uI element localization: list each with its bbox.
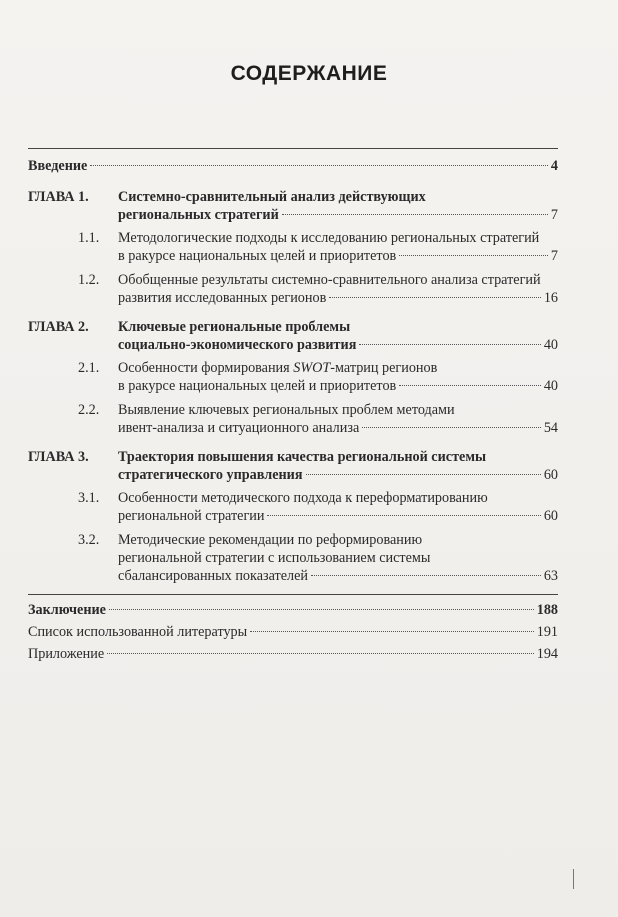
toc-page-number: 60	[543, 508, 558, 524]
toc-entry-title: социально-экономического развития	[118, 337, 357, 353]
toc-entry-body	[28, 601, 558, 619]
toc-page-number: 63	[543, 568, 558, 584]
toc-entry-body	[118, 318, 558, 354]
toc-page-number: 7	[550, 207, 558, 223]
toc-entry-body	[28, 623, 558, 641]
leader-dots	[250, 631, 534, 632]
toc-entry[interactable]	[28, 601, 558, 619]
toc-entry-line: Системно-сравнительный анализ действующих	[118, 189, 426, 205]
leader-dots	[329, 297, 541, 298]
toc-page-number: 191	[536, 624, 558, 640]
toc-entry-line: Методологические подходы к исследованию региональных стратегий	[118, 230, 540, 246]
toc-entry-body	[118, 401, 558, 437]
toc-entry[interactable]	[28, 318, 558, 354]
page-title: СОДЕРЖАНИЕ	[230, 62, 388, 85]
toc-entry-number: 3.2.	[78, 532, 100, 548]
leader-dots	[306, 474, 541, 475]
toc-entry[interactable]	[28, 401, 558, 437]
toc-entry-body	[118, 229, 558, 265]
toc-entry-body	[118, 531, 558, 585]
toc-entry-line: Выявление ключевых региональных проблем методами	[118, 402, 455, 418]
toc-entry[interactable]	[28, 271, 558, 307]
toc-entry-number: ГЛАВА 3.	[28, 449, 89, 465]
toc-entry-number: 1.1.	[78, 230, 100, 246]
leader-dots	[90, 165, 548, 166]
toc-page-number: 4	[550, 158, 558, 174]
toc-entry-title: Приложение	[28, 646, 105, 662]
toc-entry-number: 2.1.	[78, 360, 100, 376]
toc-entry[interactable]	[28, 229, 558, 265]
leader-dots	[282, 214, 548, 215]
toc-page-number: 188	[536, 602, 558, 618]
leader-dots	[362, 427, 541, 428]
toc-entry-number: 1.2.	[78, 272, 100, 288]
toc-entry[interactable]	[28, 448, 558, 484]
toc-entry[interactable]	[28, 531, 558, 585]
toc-entry-title: Введение	[28, 158, 88, 174]
toc-entry-line: Обобщенные результаты системно-сравнительного анализа стратегий	[118, 272, 541, 288]
leader-dots	[107, 653, 534, 654]
toc-entry-body	[118, 448, 558, 484]
toc-entry[interactable]	[28, 157, 558, 175]
toc-entry-title: стратегического управления	[118, 467, 303, 483]
top-rule	[28, 148, 558, 149]
leader-dots	[399, 255, 548, 256]
toc-page-number: 16	[543, 290, 558, 306]
toc-entry[interactable]	[28, 359, 558, 395]
toc-entry-title: в ракурсе национальных целей и приоритетов	[118, 248, 397, 264]
toc-entry-title: сбалансированных показателей	[118, 568, 308, 584]
leader-dots	[267, 515, 540, 516]
toc-entry[interactable]	[28, 489, 558, 525]
leader-dots	[399, 385, 541, 386]
toc-list	[28, 157, 558, 663]
toc-entry[interactable]	[28, 623, 558, 641]
toc-page-number: 7	[550, 248, 558, 264]
toc-entry-title: Список использованной литературы	[28, 624, 248, 640]
toc-entry-body	[28, 645, 558, 663]
toc-page-number: 40	[543, 378, 558, 394]
leader-dots	[109, 609, 534, 610]
toc-page-number: 194	[536, 646, 558, 662]
toc-entry-line: Особенности формирования SWOT-матриц регионов	[118, 360, 438, 376]
toc-entry-line: Траектория повышения качества региональной системы	[118, 449, 487, 465]
table-of-contents	[28, 142, 558, 663]
leader-dots	[359, 344, 540, 345]
toc-entry[interactable]	[28, 188, 558, 224]
toc-page-number: 54	[543, 420, 558, 436]
toc-entry-line: Методические рекомендации по реформированию	[118, 532, 423, 548]
toc-entry[interactable]	[28, 645, 558, 663]
toc-entry-body	[118, 489, 558, 525]
toc-entry-number: ГЛАВА 2.	[28, 319, 89, 335]
toc-entry-number: 2.2.	[78, 402, 100, 418]
toc-entry-line: Ключевые региональные проблемы	[118, 319, 351, 335]
toc-entry-line: региональной стратегии с использованием системы	[118, 550, 431, 566]
toc-page-number: 40	[543, 337, 558, 353]
leader-dots	[311, 575, 541, 576]
toc-entry-line: Особенности методического подхода к переформатированию	[118, 490, 488, 506]
toc-entry-body	[118, 188, 558, 224]
toc-entry-body	[28, 157, 558, 175]
toc-entry-title: развития исследованных регионов	[118, 290, 327, 306]
toc-entry-title: Заключение	[28, 602, 106, 618]
toc-entry-title: региональной стратегии	[118, 508, 265, 524]
section-rule	[28, 594, 558, 595]
toc-entry-body	[118, 359, 558, 395]
toc-entry-body	[118, 271, 558, 307]
toc-entry-title: ивент-анализа и ситуационного анализа	[118, 420, 360, 436]
toc-entry-title: в ракурсе национальных целей и приоритетов	[118, 378, 397, 394]
toc-page-number: 60	[543, 467, 558, 483]
page-edge-mark	[573, 869, 574, 889]
toc-entry-title: региональных стратегий	[118, 207, 279, 223]
toc-entry-number: ГЛАВА 1.	[28, 189, 89, 205]
toc-entry-number: 3.1.	[78, 490, 100, 506]
